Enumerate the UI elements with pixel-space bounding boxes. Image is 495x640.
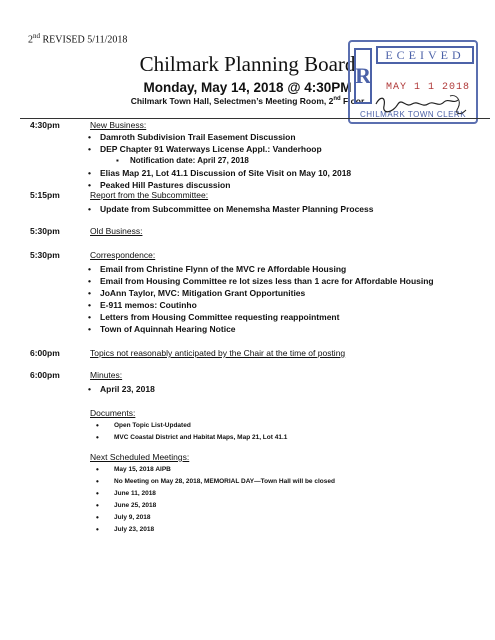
list-item: • Town of Aquinnah Hearing Notice (100, 324, 236, 334)
section-report: Report from the Subcommittee: (90, 190, 209, 200)
list-item: • July 23, 2018 (114, 526, 154, 533)
section-old-business: Old Business: (90, 226, 143, 236)
list-item: • Elias Map 21, Lot 41.1 Discussion of Site Visit on May 10, 2018 (100, 168, 351, 178)
document-title: Chilmark Planning Board (139, 52, 356, 76)
list-item: • June 11, 2018 (114, 490, 156, 497)
agenda-time: 5:15pm (30, 190, 60, 200)
revision-note: 2nd REVISED 5/11/2018 (28, 32, 128, 46)
stamp-town-clerk: CHILMARK TOWN CLERK (359, 110, 467, 119)
list-item: • Damroth Subdivision Trail Easement Discussion (100, 132, 296, 142)
list-item: • E-911 memos: Coutinho (100, 300, 197, 310)
list-item: • May 15, 2018 AIPB (114, 466, 171, 473)
list-item: • MVC Coastal District and Habitat Maps, Map 21, Lot 41.1 (114, 434, 287, 441)
section-documents: Documents: (90, 408, 136, 418)
list-item: • Open Topic List-Updated (114, 422, 191, 429)
section-topics: Topics not reasonably anticipated by the Chair at the time of posting (90, 348, 346, 358)
meeting-date: Monday, May 14, 2018 @ 4:30PM (143, 80, 352, 95)
list-item: • DEP Chapter 91 Waterways License Appl.: Vanderhoop (100, 144, 322, 154)
section-minutes: Minutes: (90, 370, 123, 380)
agenda-time: 5:30pm (30, 250, 60, 260)
list-item: • Update from Subcommittee on Menemsha Master Planning Process (100, 204, 373, 214)
section-new-business: New Business: (90, 120, 147, 130)
list-item: • June 25, 2018 (114, 502, 156, 509)
list-item: • JoAnn Taylor, MVC: Mitigation Grant Opportunities (100, 288, 305, 298)
list-item: • Letters from Housing Committee requesting reappointment (100, 312, 339, 322)
section-next-meetings: Next Scheduled Meetings: (90, 452, 190, 462)
list-item: • July 9, 2018 (114, 514, 151, 521)
agenda-time: 5:30pm (30, 226, 60, 236)
list-item: • No Meeting on May 28, 2018, MEMORIAL DAY—Town Hall will be closed (114, 478, 335, 485)
section-correspondence: Correspondence: (90, 250, 156, 260)
agenda-time: 6:00pm (30, 370, 60, 380)
list-item: • Email from Housing Committee re lot sizes less than 1 acre for Affordable Housing (100, 276, 434, 286)
stamp-date: MAY 1 1 2018 (386, 82, 471, 93)
stamp-letter-r: R (354, 48, 372, 104)
list-subitem: ▪ Notification date: April 27, 2018 (130, 156, 249, 165)
stamp-received-text: ECEIVED (376, 46, 474, 64)
list-item: • Peaked Hill Pastures discussion (100, 180, 230, 190)
header-divider (20, 118, 490, 119)
meeting-location: Chilmark Town Hall, Selectmen’s Meeting Room, 2nd Floor (130, 96, 365, 106)
list-item: • Email from Christine Flynn of the MVC re Affordable Housing (100, 264, 346, 274)
agenda-time: 6:00pm (30, 348, 60, 358)
agenda-time: 4:30pm (30, 120, 60, 130)
list-item: • April 23, 2018 (100, 384, 155, 394)
